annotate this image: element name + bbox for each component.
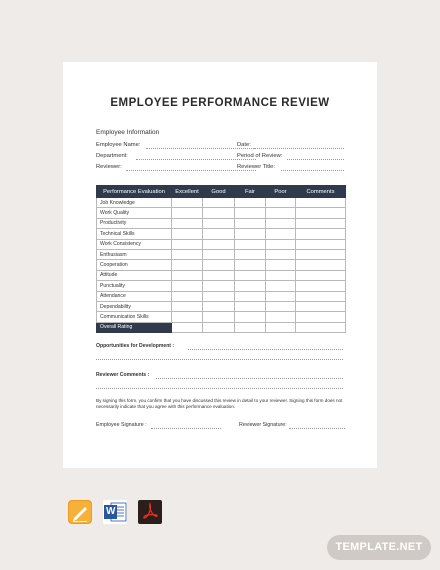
criterion-label: Job Knowledge — [97, 198, 172, 208]
rating-cell[interactable] — [172, 208, 203, 218]
rating-cell[interactable] — [235, 270, 266, 280]
rating-cell[interactable] — [235, 249, 266, 259]
word-app-icon[interactable] — [103, 500, 127, 524]
table-row — [97, 229, 346, 239]
period-of-review-label: Period of Review: — [237, 153, 283, 159]
table-row — [97, 239, 346, 249]
rating-cell[interactable] — [203, 270, 235, 280]
criterion-label: Attitude — [97, 270, 172, 280]
rating-cell[interactable] — [235, 198, 266, 208]
comments-cell[interactable] — [296, 249, 346, 259]
rating-cell[interactable] — [203, 239, 235, 249]
document-title: EMPLOYEE PERFORMANCE REVIEW — [110, 97, 330, 109]
rating-cell[interactable] — [203, 281, 235, 291]
rating-cell[interactable] — [203, 198, 235, 208]
rating-cell[interactable] — [203, 301, 235, 311]
period-of-review-line — [287, 159, 344, 160]
employee-signature-line[interactable] — [151, 428, 221, 429]
header-poor: Poor — [266, 186, 296, 198]
table-row — [97, 260, 346, 270]
table-row — [97, 208, 346, 218]
reviewer-line — [126, 170, 256, 171]
comments-cell[interactable] — [296, 229, 346, 239]
reviewer-title-line — [281, 170, 344, 171]
rating-cell[interactable] — [172, 281, 203, 291]
header-excellent: Excellent — [172, 186, 203, 198]
employee-name-field — [96, 142, 140, 148]
reviewer-label: Reviewer: — [96, 164, 122, 170]
development-line-1[interactable] — [188, 349, 343, 350]
rating-cell[interactable] — [266, 322, 296, 332]
rating-cell[interactable] — [266, 198, 296, 208]
reviewer-title-label: Reviewer Title: — [237, 164, 276, 170]
table-row — [97, 249, 346, 259]
rating-cell[interactable] — [203, 322, 235, 332]
rating-cell[interactable] — [203, 208, 235, 218]
criterion-label: Work Consistency — [97, 239, 172, 249]
performance-evaluation-table — [96, 185, 346, 333]
rating-cell[interactable] — [203, 218, 235, 228]
comments-cell[interactable] — [296, 281, 346, 291]
rating-cell[interactable] — [203, 291, 235, 301]
reviewer-comments-line-1[interactable] — [156, 378, 343, 379]
pages-app-icon[interactable] — [68, 500, 92, 524]
rating-cell[interactable] — [266, 229, 296, 239]
header-good: Good — [203, 186, 235, 198]
criterion-label: Communication Skills — [97, 312, 172, 322]
reviewer-signature-label: Reviewer Signature: — [239, 422, 287, 428]
department-label: Department: — [96, 153, 128, 159]
criterion-label: Dependability — [97, 301, 172, 311]
date-label: Date: — [237, 142, 251, 148]
signature-disclaimer: By signing this form, you confirm that you have discussed this review in detail to your reviewer. Signing this form does not necessarily indicate that you agree with this performance evaluation. — [96, 398, 343, 410]
employee-information-heading: Employee Information — [96, 129, 160, 136]
overall-rating-row — [97, 322, 346, 332]
header-fair: Fair — [235, 186, 266, 198]
pencil-icon — [68, 500, 92, 524]
development-label: Opportunities for Development : — [96, 343, 175, 349]
development-line-2[interactable] — [96, 359, 343, 360]
rating-cell[interactable] — [172, 229, 203, 239]
rating-cell[interactable] — [172, 239, 203, 249]
rating-cell[interactable] — [172, 270, 203, 280]
rating-cell[interactable] — [266, 291, 296, 301]
criterion-label: Punctuality — [97, 281, 172, 291]
comments-cell[interactable] — [296, 218, 346, 228]
period-of-review-field — [237, 153, 282, 159]
table-row — [97, 198, 346, 208]
comments-cell[interactable] — [296, 301, 346, 311]
table-header-row — [97, 186, 346, 198]
rating-cell[interactable] — [235, 218, 266, 228]
criterion-label: Work Quality — [97, 208, 172, 218]
rating-cell[interactable] — [235, 322, 266, 332]
reviewer-title-field — [237, 164, 275, 170]
comments-cell[interactable] — [296, 291, 346, 301]
rating-cell[interactable] — [266, 260, 296, 270]
document-page — [63, 62, 377, 468]
employee-name-line — [146, 148, 256, 149]
rating-cell[interactable] — [172, 291, 203, 301]
rating-cell[interactable] — [172, 198, 203, 208]
comments-cell[interactable] — [296, 239, 346, 249]
rating-cell[interactable] — [172, 322, 203, 332]
comments-cell[interactable] — [296, 208, 346, 218]
date-field — [237, 142, 251, 148]
acrobat-app-icon[interactable] — [138, 500, 162, 524]
comments-cell[interactable] — [296, 312, 346, 322]
rating-cell[interactable] — [172, 260, 203, 270]
rating-cell[interactable] — [172, 301, 203, 311]
rating-cell[interactable] — [172, 249, 203, 259]
criterion-label: Attendance — [97, 291, 172, 301]
rating-cell[interactable] — [203, 249, 235, 259]
criterion-label: Cooperation — [97, 260, 172, 270]
pdf-icon — [138, 500, 162, 524]
rating-cell[interactable] — [235, 239, 266, 249]
comments-cell[interactable] — [296, 260, 346, 270]
employee-name-label: Employee Name: — [96, 142, 141, 148]
rating-cell[interactable] — [172, 312, 203, 322]
department-field — [96, 153, 128, 159]
rating-cell[interactable] — [235, 260, 266, 270]
rating-cell[interactable] — [266, 281, 296, 291]
criterion-label: Productivity — [97, 218, 172, 228]
reviewer-field — [96, 164, 122, 170]
table-row — [97, 312, 346, 322]
header-comments: Comments — [296, 186, 346, 198]
employee-signature-label: Employee Signature : — [96, 422, 147, 428]
table-row — [97, 270, 346, 280]
rating-cell[interactable] — [266, 312, 296, 322]
rating-cell[interactable] — [203, 229, 235, 239]
comments-cell[interactable] — [296, 198, 346, 208]
evaluation-rows — [97, 198, 346, 333]
rating-cell[interactable] — [235, 291, 266, 301]
criterion-label: Technical Skills — [97, 229, 172, 239]
template-net-brand[interactable]: TEMPLATE.NET — [327, 535, 431, 560]
reviewer-comments-line-2[interactable] — [96, 388, 343, 389]
reviewer-signature-line[interactable] — [289, 428, 345, 429]
rating-cell[interactable] — [266, 239, 296, 249]
rating-cell[interactable] — [172, 218, 203, 228]
rating-cell[interactable] — [266, 249, 296, 259]
overall-rating-label: Overall Rating — [97, 322, 172, 332]
reviewer-comments-label: Reviewer Comments : — [96, 372, 150, 378]
table-row — [97, 301, 346, 311]
table-row — [97, 281, 346, 291]
comments-cell[interactable] — [296, 270, 346, 280]
rating-cell[interactable] — [203, 260, 235, 270]
rating-cell[interactable] — [266, 301, 296, 311]
comments-cell[interactable] — [296, 322, 346, 332]
table-row — [97, 291, 346, 301]
rating-cell[interactable] — [235, 229, 266, 239]
criterion-label: Enthusiasm — [97, 249, 172, 259]
rating-cell[interactable] — [235, 281, 266, 291]
header-performance-evaluation: Performance Evaluation — [97, 186, 172, 198]
rating-cell[interactable] — [266, 270, 296, 280]
rating-cell[interactable] — [266, 218, 296, 228]
word-letter: W — [106, 506, 116, 517]
rating-cell[interactable] — [203, 312, 235, 322]
rating-cell[interactable] — [235, 208, 266, 218]
rating-cell[interactable] — [266, 208, 296, 218]
rating-cell[interactable] — [235, 312, 266, 322]
date-line — [254, 148, 344, 149]
rating-cell[interactable] — [235, 301, 266, 311]
table-row — [97, 218, 346, 228]
department-line — [136, 159, 256, 160]
